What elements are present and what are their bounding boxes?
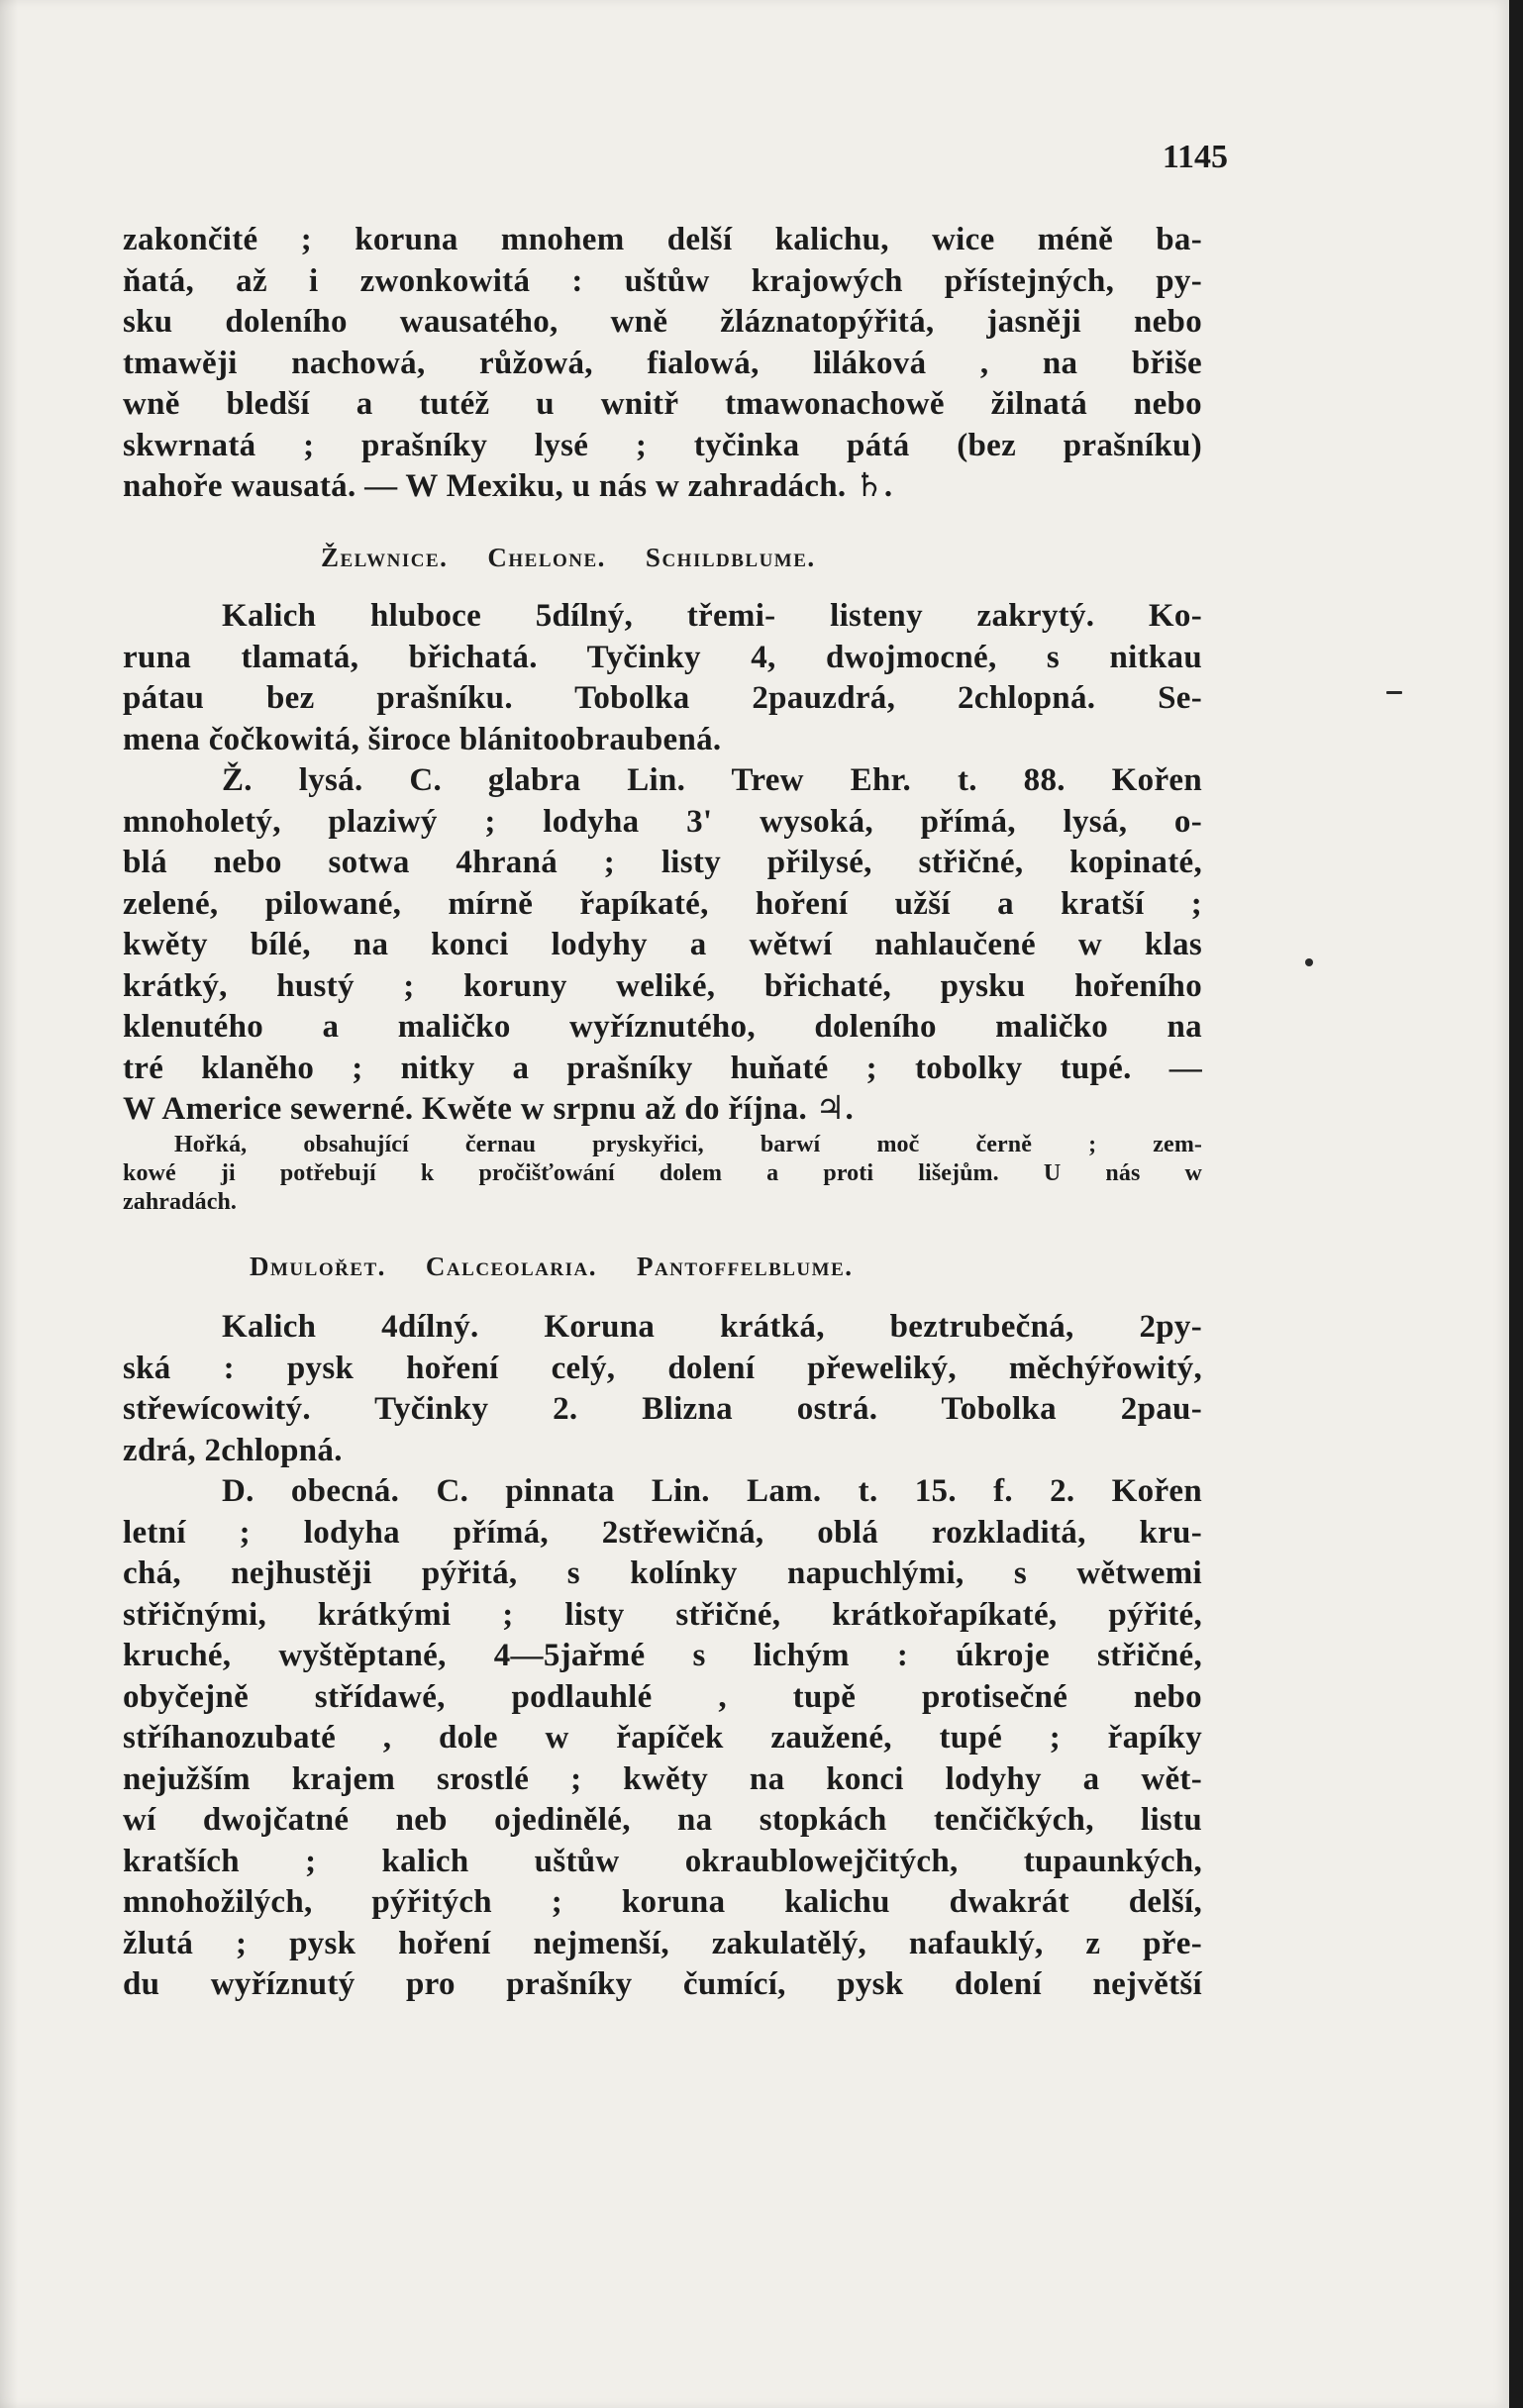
text-line: zelené, pilowané, mírně řapíkaté, hoření užší a kratší ;	[123, 885, 1202, 922]
text-line: žlutá ; pysk hoření nejmenší, zakulatělý, nafauklý, z pře-	[123, 1925, 1202, 1961]
ink-speck	[1386, 691, 1402, 694]
heading-latin-name: Chelone.	[487, 542, 606, 572]
text-line: W Americe sewerné. Kwěte w srpnu až do října. ♃.	[123, 1091, 855, 1127]
text-line: krátký, hustý ; koruny weliké, břichaté, pysku hořeního	[123, 967, 1202, 1004]
text-line: Kalich hluboce 5dílný, třemi- listeny zakrytý. Ko-	[222, 598, 1202, 634]
heading-czech-name: Želwnice.	[321, 542, 449, 572]
text-line: skwrnatá ; prašníky lysé ; tyčinka pátá (bez prašníku)	[123, 427, 1202, 463]
text-line: obyčejně střídawé, podlauhlé , tupě protisečné nebo	[123, 1678, 1202, 1715]
page-edge-shadow	[0, 0, 18, 2408]
note-line: zahradách.	[123, 1188, 237, 1215]
heading-german-name: Schildblume.	[645, 542, 816, 572]
text-line: Kalich 4dílný. Koruna krátká, beztrubečná, 2py-	[222, 1309, 1202, 1345]
ink-speck	[1305, 958, 1313, 966]
text-line: pátau bez prašníku. Tobolka 2pauzdrá, 2chlopná. Se-	[123, 680, 1202, 716]
text-line: stříhanozubaté , dole w řapíček zaužené, tupé ; řapíky	[123, 1720, 1202, 1756]
text-line: mena čočkowitá, široce blánitoobraubená.	[123, 721, 722, 757]
page-number: 1145	[1162, 139, 1228, 175]
heading-latin-name: Calceolaria.	[425, 1251, 597, 1281]
text-line: ňatá, až i zwonkowitá : uštůw krajowých přístejných, py-	[123, 262, 1202, 299]
text-line: wí dwojčatné neb ojedinělé, na stopkách tenčičkých, listu	[123, 1802, 1202, 1838]
text-line: wně bledší a tutéž u wnitř tmawonachowě žilnatá nebo	[123, 386, 1202, 422]
text-line: klenutého a maličko wyříznutého, doleního maličko na	[123, 1009, 1202, 1045]
text-line: chá, nejhustěji pýřitá, s kolínky napuchlými, s wětwemi	[123, 1555, 1202, 1591]
text-line: ská : pysk hoření celý, dolení přeweliký, měchýřowitý,	[123, 1350, 1202, 1386]
text-line: du wyříznutý pro prašníky čumící, pysk dolení největší	[123, 1966, 1202, 2002]
text-line: D. obecná. C. pinnata Lin. Lam. t. 15. f. 2. Kořen	[222, 1473, 1202, 1509]
text-line: mnoholetý, plaziwý ; lodyha 3' wysoká, přímá, lysá, o-	[123, 803, 1202, 840]
text-line: tré klaněho ; nitky a prašníky huňaté ; tobolky tupé. —	[123, 1050, 1202, 1086]
text-line: letní ; lodyha přímá, 2střewičná, oblá rozkladitá, kru-	[123, 1514, 1202, 1551]
text-line: mnohožilých, pýřitých ; koruna kalichu dwakrát delší,	[123, 1884, 1202, 1920]
text-line: blá nebo sotwa 4hraná ; listy přilysé, střičné, kopinaté,	[123, 845, 1202, 880]
text-line: kwěty bílé, na konci lodyhy a wětwí nahlaučené w klas	[123, 927, 1202, 962]
text-line: sku doleního wausatého, wně žláznatopýřitá, jasněji nebo	[123, 304, 1202, 340]
text-column	[123, 220, 1202, 2006]
section-heading-chelone	[123, 538, 1202, 579]
text-line: runa tlamatá, břichatá. Tyčinky 4, dwojmocné, s nitkau	[123, 639, 1202, 675]
note-line: kowé ji potřebují k pročišťowání dolem a proti lišejům. U nás w	[123, 1159, 1202, 1186]
text-line: kratších ; kalich uštůw okraublowejčitých, tupaunkých,	[123, 1843, 1202, 1879]
heading-german-name: Pantoffelblume.	[636, 1251, 854, 1281]
text-line: nejužším krajem srostlé ; kwěty na konci lodyhy a wět-	[123, 1760, 1202, 1797]
text-line: zdrá, 2chlopná.	[123, 1432, 343, 1468]
text-line: nahoře wausatá. — W Mexiku, u nás w zahradách. ♄.	[123, 468, 893, 504]
text-line: kruché, wyštěptané, 4—5jařmé s lichým : úkroje střičné,	[123, 1638, 1202, 1673]
text-line: Ž. lysá. C. glabra Lin. Trew Ehr. t. 88. Kořen	[222, 762, 1202, 798]
text-line: střewícowitý. Tyčinky 2. Blizna ostrá. Tobolka 2pau-	[123, 1391, 1202, 1427]
heading-czech-name: Dmulořet.	[250, 1251, 386, 1281]
note-line: Hořká, obsahující černau pryskyřici, barwí moč černě ; zem-	[174, 1131, 1202, 1157]
text-line: tmawěji nachowá, růžowá, fialowá, liláková , na břiše	[123, 345, 1202, 381]
section-heading-calceolaria	[123, 1247, 1202, 1288]
text-line: střičnými, krátkými ; listy střičné, krátkořapíkaté, pýřité,	[123, 1596, 1202, 1633]
text-line: zakončité ; koruna mnohem delší kalichu, wice méně ba-	[123, 222, 1202, 257]
